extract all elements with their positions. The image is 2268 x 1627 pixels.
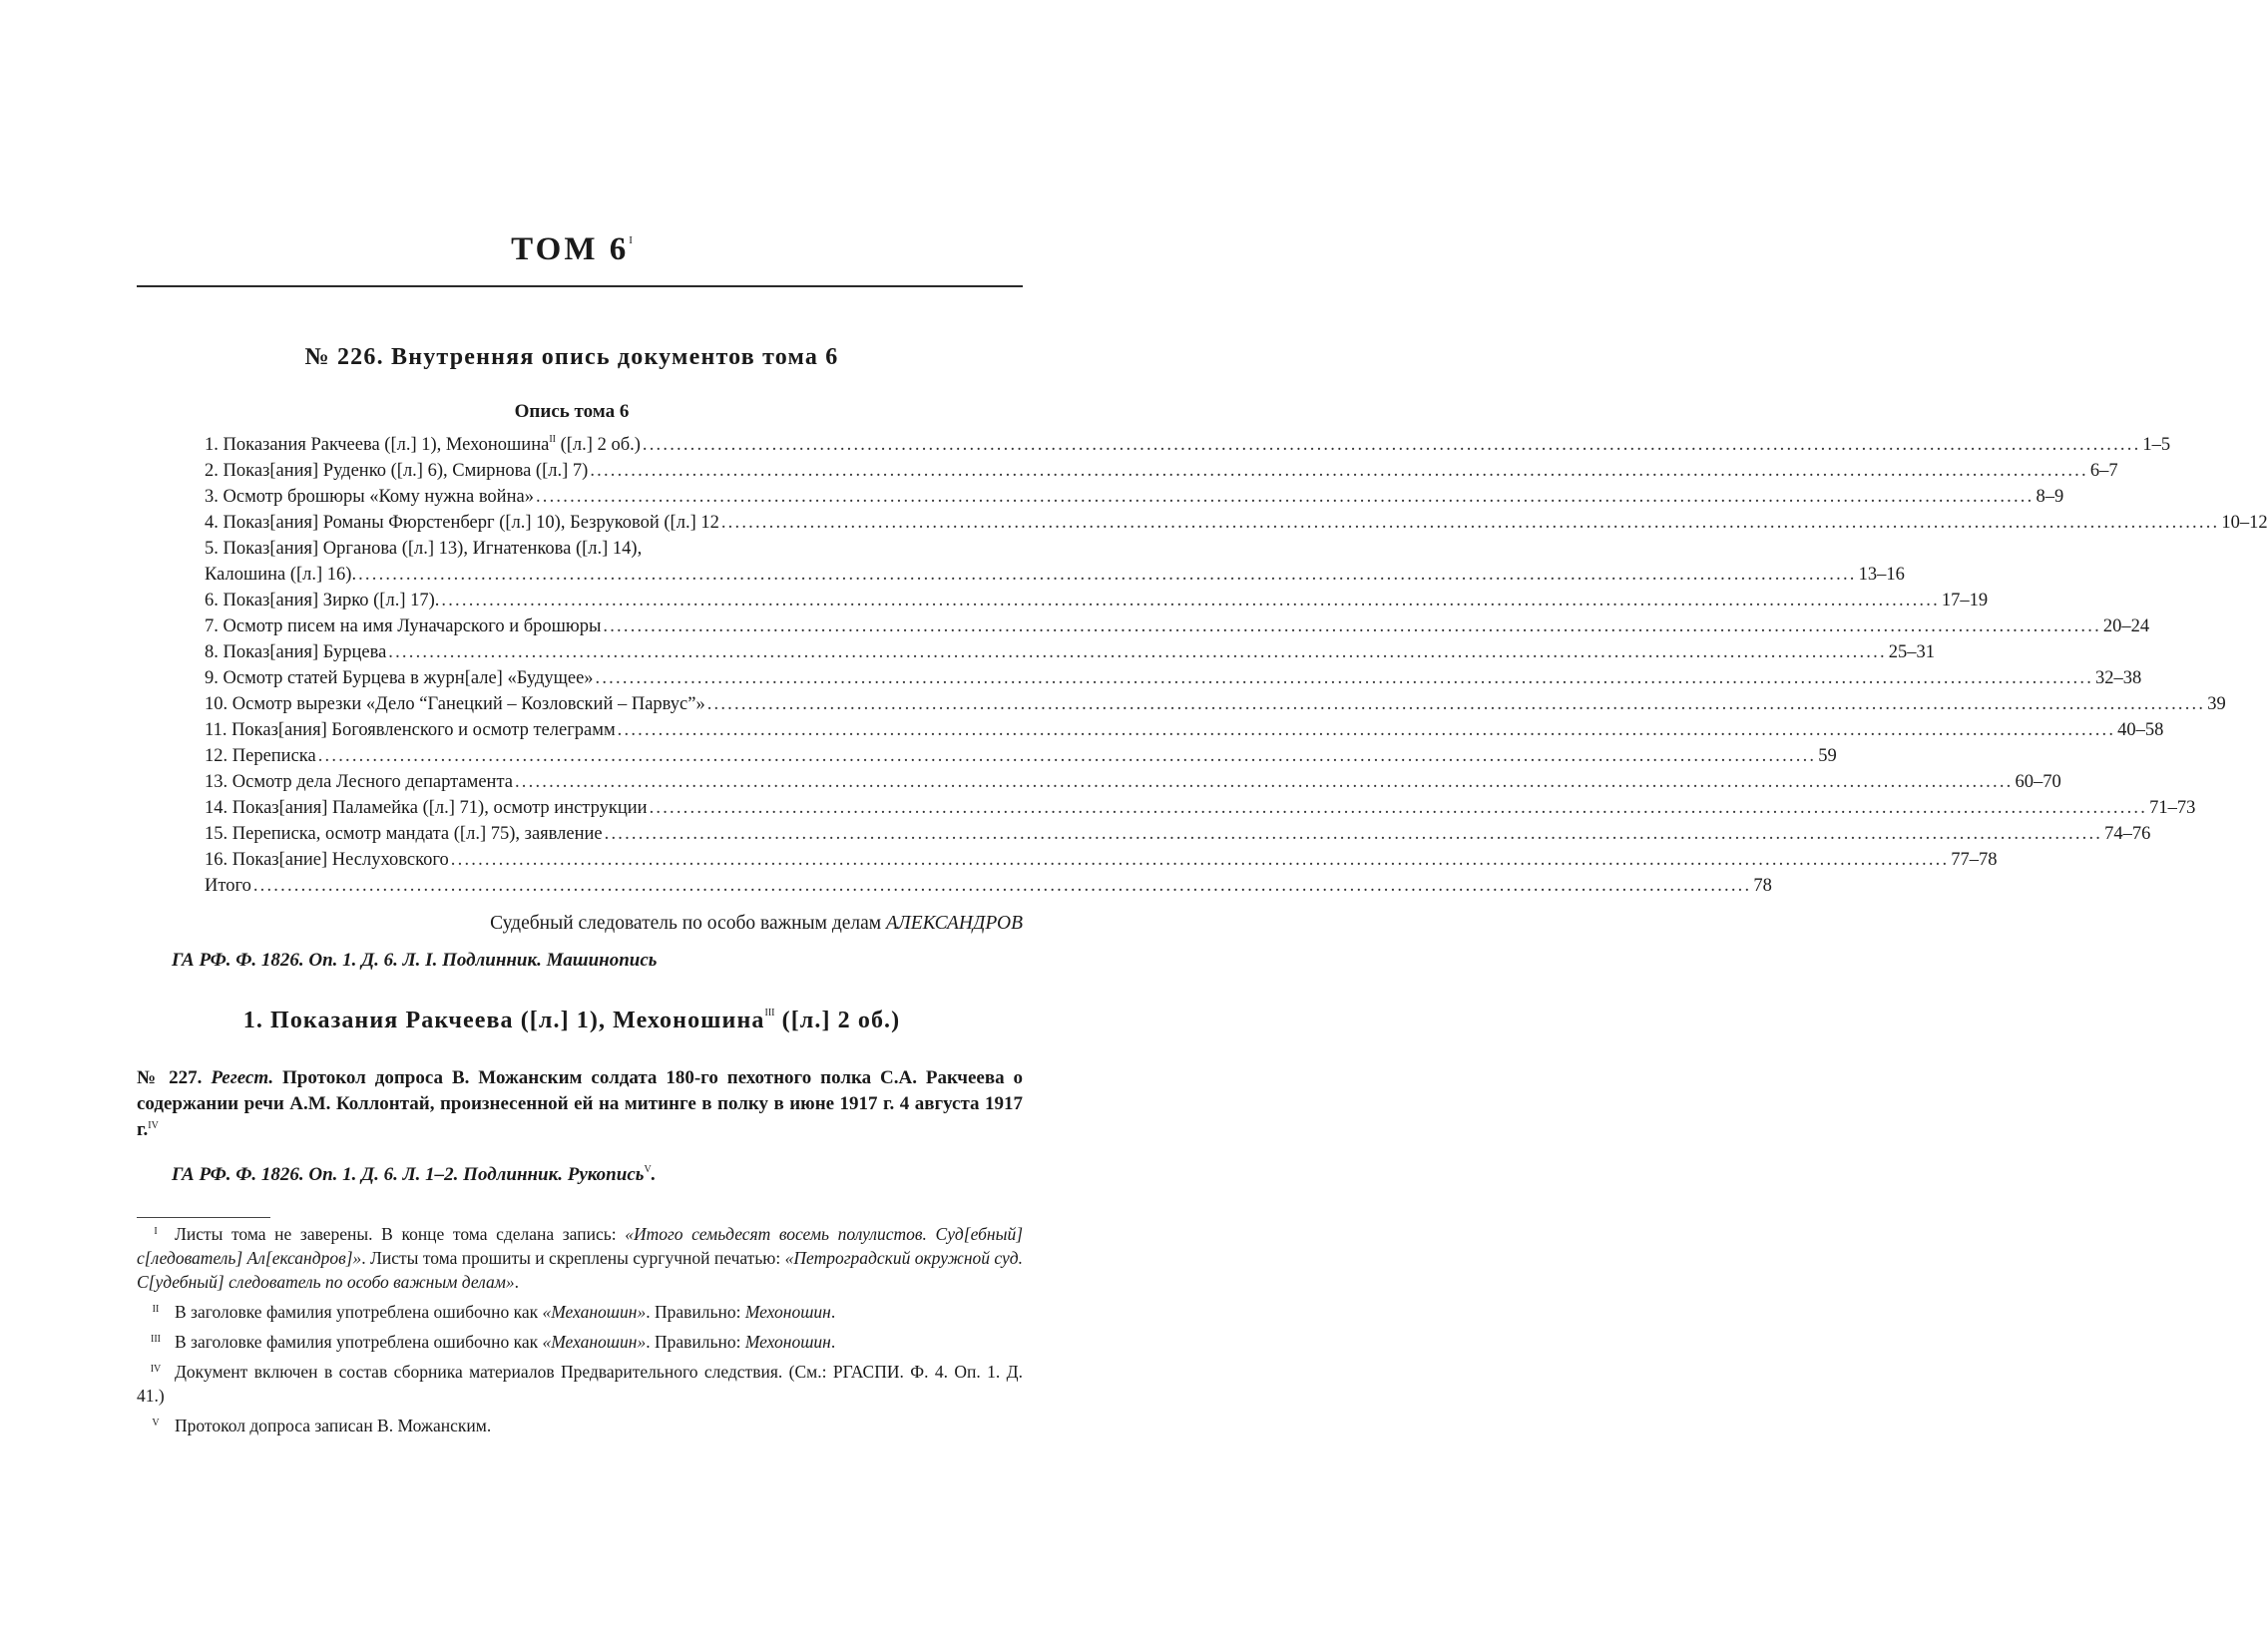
toc-item-title: 10. Осмотр вырезки «Дело “Ганецкий – Козловский – Парвус”» (205, 694, 705, 714)
toc-page-range: 20–24 (2102, 616, 2150, 636)
toc-leader-dots: ............................................................................................................................................................................................................................ (595, 668, 2094, 688)
toc-leader-dots: ............................................................................................................................................................................................................................ (603, 616, 2101, 636)
toc-row (205, 743, 1837, 769)
footnote-text: В заголовке фамилия употреблена ошибочно как (175, 1332, 543, 1352)
toc-item-title: 7. Осмотр писем на имя Луначарского и брошюры (205, 616, 602, 636)
toc-item-title: 14. Показ[ания] Паламейка ([л.] 71), осмотр инструкции (205, 798, 648, 818)
footnote-text: . Правильно: (646, 1332, 745, 1352)
toc-page-range: 77–78 (1951, 850, 1998, 870)
toc-row (205, 484, 2064, 510)
inventory-list (205, 432, 2268, 899)
toc-leader-dots: ............................................................................................................................................................................................................................ (388, 642, 1887, 662)
footnote-text: «Механошин» (542, 1332, 647, 1352)
toc-item-title: 16. Показ[ание] Неслуховского (205, 850, 449, 870)
regest-footnote-mark: IV (148, 1120, 159, 1131)
footnote-text: . (514, 1272, 520, 1292)
toc-item-title: 1. Показания Ракчеева ([л.] 1), Мехоношина$^{II}$ ([л.] 2 об.) (205, 434, 641, 455)
footnote-text: «Механошин» (542, 1302, 647, 1322)
archive-reference-2-text: ГА РФ. Ф. 1826. Оп. 1. Д. 6. Л. 1–2. Подлинник. Рукопись (172, 1164, 645, 1185)
footnote-text: Документ включен в состав сборника материалов Предварительного следствия. (См.: РГАСПИ. Ф. 4. Оп. 1. Д. 41.) (137, 1362, 1023, 1406)
toc-item-title: 12. Переписка (205, 746, 316, 766)
toc-leader-dots: ............................................................................................................................................................................................................................ (450, 850, 1950, 870)
toc-page-range: 60–70 (2015, 772, 2061, 792)
section-title-tail: ([л.] 2 об.) (774, 1008, 901, 1033)
footnote-text: «Итого семьдесят восемь полулистов. Суд[ебный] с[ледователь] Ал[ександров]» (137, 1224, 1023, 1268)
archive-reference-2 (172, 1164, 656, 1186)
signature-role: Судебный следователь по особо важным делам (490, 913, 886, 934)
archive-reference-2-end: . (651, 1164, 657, 1185)
section-title-text: 1. Показания Ракчеева ([л.] 1), Мехоношина (242, 1008, 765, 1033)
toc-row (205, 639, 1936, 665)
regest-label: Регест. (211, 1067, 274, 1088)
toc-page-range: 17–19 (1941, 591, 1989, 610)
toc-row (205, 562, 1905, 588)
footnote: III В заголовке фамилия употреблена ошибочно как «Механошин». Правильно: Мехоношин. (151, 1332, 836, 1352)
toc-row (205, 795, 2196, 821)
toc-page-range: 40–58 (2117, 720, 2164, 740)
toc-page-range: 13–16 (1858, 565, 1905, 585)
toc-item-title: 4. Показ[ания] Романы Фюрстенберг ([л.] 10), Безруковой ([л.] 12 (205, 513, 719, 533)
toc-footnote-mark: II (549, 434, 556, 445)
toc-page-range: 8–9 (2036, 487, 2064, 507)
footnote-text: В заголовке фамилия употреблена ошибочно как (175, 1302, 543, 1322)
toc-item-title: 5. Показ[ания] Органова ([л.] 13), Игнатенкова ([л.] 14), (205, 539, 643, 559)
toc-row (205, 717, 2164, 743)
toc-row (205, 691, 2226, 717)
signature-line (490, 913, 1023, 935)
toc-leader-dots: ............................................................................................................................................................................................................................ (642, 435, 2141, 455)
toc-row (205, 613, 2150, 639)
toc-item-title: 15. Переписка, осмотр мандата ([л.] 75), заявление (205, 824, 603, 844)
toc-row (205, 769, 2061, 795)
signature-name: АЛЕКСАНДРОВ (886, 913, 1023, 934)
document-title: № 226. Внутренняя опись документов тома 6 (304, 344, 839, 370)
footnote-text: . (830, 1332, 836, 1352)
section-title (0, 1008, 1143, 1034)
toc-leader-dots: ............................................................................................................................................................................................................................ (252, 876, 1752, 896)
footnote: I Листы тома не заверены. В конце тома сделана запись: «Итого семьдесят восемь полулистов. Суд[ебный] с[ледователь] Ал[ександров]». Листы тома прошиты и скреплены сургучной печатью: «Петроградский окружной суд. С[удебный] следователь по особо важным делам». (137, 1224, 1023, 1292)
footnote-text: «Петроградский окружной суд. С[удебный] следователь по особо важным делам» (137, 1248, 1023, 1292)
footnote-text: Мехоношин (744, 1332, 831, 1352)
footnote-text: Протокол допроса записан В. Можанским. (175, 1416, 492, 1435)
toc-leader-dots: ............................................................................................................................................................................................................................ (590, 461, 2088, 481)
toc-page-range: 25–31 (1888, 642, 1936, 662)
volume-title (0, 231, 1143, 268)
footnote-text: Мехоношин (744, 1302, 831, 1322)
footnote: II В заголовке фамилия употреблена ошибочно как «Механошин». Правильно: Мехоношин. (152, 1302, 836, 1322)
toc-page-range: 10–12 (2221, 513, 2268, 533)
toc-leader-dots: ............................................................................................................................................................................................................................ (720, 513, 2220, 533)
toc-row (205, 432, 2171, 458)
toc-leader-dots: ............................................................................................................................................................................................................................ (649, 798, 2148, 818)
archive-reference: ГА РФ. Ф. 1826. Оп. 1. Д. 6. Л. I. Подлинник. Машинопись (172, 950, 658, 971)
toc-item-title: 6. Показ[ания] Зирко ([л.] 17). (205, 591, 440, 610)
regest-paragraph (137, 1065, 1023, 1143)
toc-row (205, 873, 1772, 899)
section-title-footnote-mark: III (764, 1008, 775, 1018)
footnote-text: Листы тома не заверены. В конце тома сделана запись: (175, 1224, 626, 1244)
toc-page-range: 78 (1753, 876, 1772, 896)
toc-page-range: 6–7 (2089, 461, 2118, 481)
toc-leader-dots: ............................................................................................................................................................................................................................ (535, 487, 2035, 507)
toc-leader-dots: ............................................................................................................................................................................................................................ (706, 694, 2206, 714)
footnote-text: . (830, 1302, 836, 1322)
toc-row (205, 458, 2118, 484)
header-divider (137, 285, 1023, 287)
footnote: V Протокол допроса записан В. Можанским. (152, 1416, 492, 1435)
footnote: IV Документ включен в состав сборника материалов Предварительного следствия. (См.: РГАСПИ. Ф. 4. Оп. 1. Д. 41.) (137, 1362, 1023, 1406)
toc-item-title: 11. Показ[ания] Богоявленского и осмотр телеграмм (205, 720, 616, 740)
toc-leader-dots: ............................................................................................................................................................................................................................ (441, 591, 1940, 610)
toc-leader-dots: ............................................................................................................................................................................................................................ (358, 565, 1857, 585)
inventory-subtitle: Опись тома 6 (514, 401, 630, 422)
toc-leader-dots: ............................................................................................................................................................................................................................ (617, 720, 2116, 740)
volume-footnote-mark: I (629, 234, 633, 246)
footnote-text: . Правильно: (646, 1302, 745, 1322)
regest-text: Протокол допроса В. Можанским солдата 180-го пехотного полка С.А. Ракчеева о содержании речи А.М. Коллонтай, произнесенной ей на митинге в полку в июне 1917 г. 4 августа 1917 г. (137, 1067, 1023, 1140)
footnote-divider (137, 1217, 270, 1218)
toc-leader-dots: ............................................................................................................................................................................................................................ (514, 772, 2014, 792)
toc-item-title: 13. Осмотр дела Лесного департамента (205, 772, 513, 792)
toc-row (205, 588, 1989, 613)
toc-leader-dots: ............................................................................................................................................................................................................................ (604, 824, 2103, 844)
toc-leader-dots: ............................................................................................................................................................................................................................ (317, 746, 1817, 766)
toc-page-range: 74–76 (2104, 824, 2151, 844)
toc-item-title: Итого (205, 876, 251, 896)
footnotes (137, 1222, 1023, 1443)
regest-number: № 227. (137, 1067, 212, 1088)
archive-footnote-mark: V (644, 1164, 652, 1175)
toc-item-title: 2. Показ[ания] Руденко ([л.] 6), Смирнова ([л.] 7) (205, 461, 589, 481)
toc-item-title: 8. Показ[ания] Бурцева (205, 642, 387, 662)
toc-row (205, 510, 2268, 536)
toc-row (205, 665, 2142, 691)
toc-item-title: 3. Осмотр брошюры «Кому нужна война» (205, 487, 534, 507)
toc-row (205, 821, 2151, 847)
toc-page-range: 39 (2207, 694, 2226, 714)
toc-item-title: Калошина ([л.] 16). (205, 565, 357, 585)
toc-row (205, 847, 1998, 873)
toc-page-range: 32–38 (2095, 668, 2142, 688)
footnote-text: . Листы тома прошиты и скреплены сургучной печатью: (361, 1248, 785, 1268)
toc-item-title: 9. Осмотр статей Бурцева в журн[але] «Будущее» (205, 668, 594, 688)
toc-page-range: 71–73 (2149, 798, 2196, 818)
toc-page-range: 59 (1818, 746, 1837, 766)
toc-page-range: 1–5 (2142, 435, 2171, 455)
volume-title-text: ТОМ 6 (511, 231, 630, 267)
toc-row (205, 536, 1018, 562)
